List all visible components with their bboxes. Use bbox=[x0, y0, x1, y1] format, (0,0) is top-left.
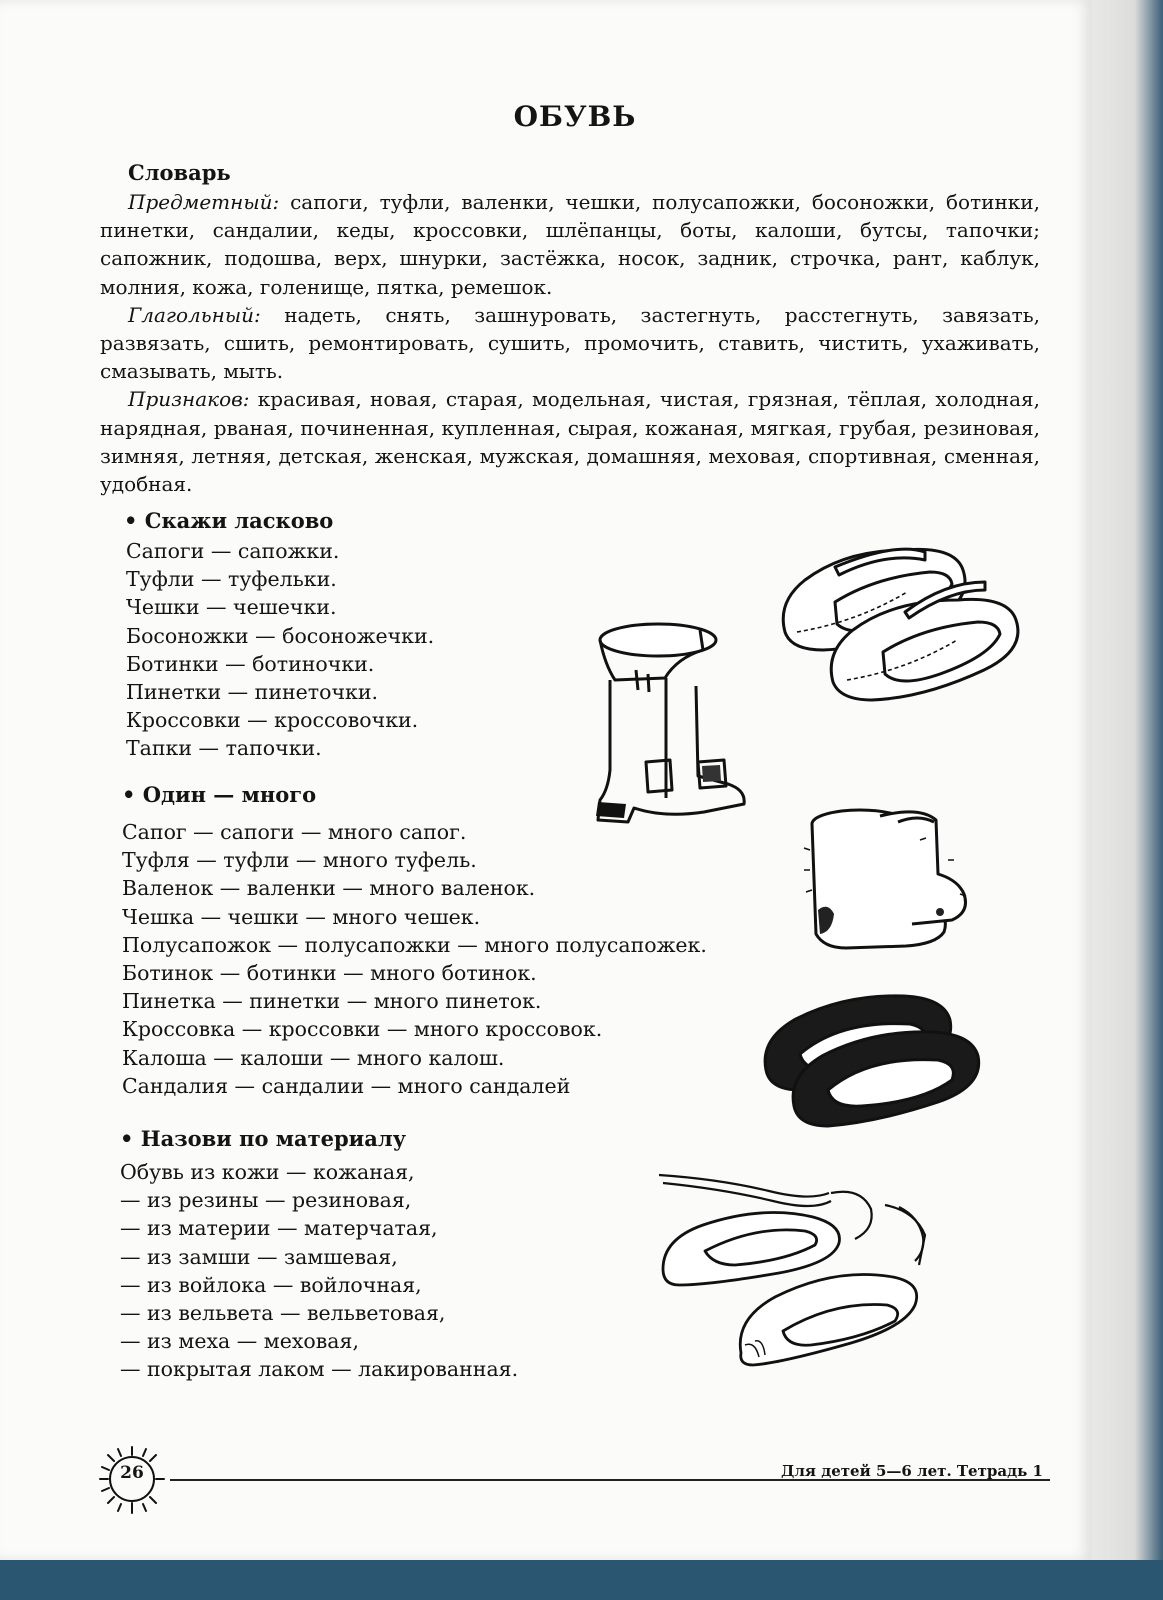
footer-book-title: Для детей 5—6 лет. Тетрадь 1 bbox=[781, 1462, 1043, 1480]
list-item: Ботинок — ботинки — много ботинок. bbox=[122, 960, 537, 985]
list-item: Обувь из кожи — кожаная, bbox=[120, 1160, 415, 1184]
list-item: Чешки — чешечки. bbox=[126, 595, 337, 620]
list-item: Пинетка — пинетки — много пинеток. bbox=[122, 989, 542, 1014]
by-material-heading bbox=[120, 1126, 406, 1151]
one-many-list bbox=[122, 818, 707, 1100]
subject-label: Предметный: bbox=[128, 190, 280, 214]
list-item: Ботинки — ботиночки. bbox=[126, 651, 375, 676]
list-item: Валенок — валенки — много валенок. bbox=[122, 876, 536, 901]
verb-words: надеть, снять, зашнуровать, застегнуть, расстегнуть, завязать, развязать, сшить, ремонтировать, сушить, промочить, ставить, чистить, ухаживать, смазывать, мыть. bbox=[100, 302, 1040, 384]
scanner-background bbox=[0, 1560, 1163, 1600]
boots-icon bbox=[588, 612, 753, 827]
by-material-title: Назови по материалу bbox=[140, 1126, 407, 1151]
attribute-label: Признаков: bbox=[128, 387, 250, 412]
page-number-badge bbox=[92, 1441, 172, 1521]
list-item: — из меха — меховая, bbox=[120, 1329, 359, 1354]
list-item: — из материи — матерчатая, bbox=[120, 1216, 438, 1241]
shoes-icon bbox=[775, 532, 1020, 712]
list-item: — из замши — замшевая, bbox=[120, 1244, 398, 1269]
attribute-vocabulary bbox=[100, 385, 1040, 498]
list-item: — покрытая лаком — лакированная. bbox=[120, 1357, 519, 1382]
one-many-title: Один — много bbox=[142, 782, 317, 807]
verb-vocabulary bbox=[100, 301, 1040, 386]
bullet: • bbox=[120, 1126, 134, 1151]
list-item: Босоножки — босоножечки. bbox=[126, 623, 435, 648]
list-item: Калоша — калоши — много калош. bbox=[122, 1045, 505, 1070]
list-item: Кроссовка — кроссовки — много кроссовок. bbox=[122, 1017, 603, 1042]
list-item: Туфля — туфли — много туфель. bbox=[122, 848, 477, 873]
say-gently-heading bbox=[124, 508, 333, 533]
pointe-shoes-icon bbox=[655, 1165, 940, 1390]
bullet: • bbox=[124, 508, 138, 533]
subject-words: сапоги, туфли, валенки, чешки, полусапожки, босоножки, ботинки, пинетки, сандалии, кеды, кроссовки, шлёпанцы, боты, калоши, бутсы, тапочки; сапожник, подошва, верх, шнурки, застёжка, носок, задник, строчка, рант, каблук, молния, кожа, голенище, пятка, ремешок. bbox=[100, 190, 1040, 299]
subject-vocabulary bbox=[100, 188, 1040, 301]
list-item: — из войлока — войлочная, bbox=[120, 1272, 422, 1297]
list-item: Пинетки — пинеточки. bbox=[126, 679, 379, 704]
facing-page-edge bbox=[1092, 0, 1163, 1600]
one-many-heading bbox=[122, 782, 316, 807]
list-item: Туфли — туфельки. bbox=[126, 567, 337, 592]
verb-label: Глагольный: bbox=[128, 302, 261, 327]
list-item: Тапки — тапочки. bbox=[126, 736, 322, 761]
list-item: Сандалия — сандалии — много сандалей bbox=[122, 1073, 571, 1098]
list-item: Сапог — сапоги — много сапог. bbox=[122, 820, 467, 844]
dictionary-body bbox=[100, 188, 1040, 498]
attribute-words: красивая, новая, старая, модельная, чистая, грязная, тёплая, холодная, нарядная, рваная, починенная, купленная, сырая, кожаная, мягкая, грубая, резиновая, зимняя, летняя, детская, женская, мужская, домашняя, меховая, спортивная, сменная, удобная. bbox=[100, 387, 1040, 497]
say-gently-list bbox=[126, 537, 434, 763]
by-material-list bbox=[120, 1158, 518, 1384]
say-gently-title: Скажи ласково bbox=[144, 508, 334, 533]
list-item: Сапоги — сапожки. bbox=[126, 539, 340, 563]
list-item: — из вельвета — вельветовая, bbox=[120, 1300, 446, 1325]
valenki-icon bbox=[790, 800, 980, 960]
list-item: Кроссовки — кроссовочки. bbox=[126, 708, 419, 733]
list-item: Чешка — чешки — много чешек. bbox=[122, 904, 481, 929]
bullet: • bbox=[122, 782, 136, 807]
slippers-icon bbox=[760, 996, 975, 1146]
dictionary-heading: Словарь bbox=[128, 160, 231, 185]
list-item: — из резины — резиновая, bbox=[120, 1188, 412, 1213]
page-title: ОБУВЬ bbox=[513, 100, 637, 133]
list-item: Полусапожок — полусапожки — много полусапожек. bbox=[122, 932, 707, 957]
page-number: 26 bbox=[120, 1463, 144, 1483]
